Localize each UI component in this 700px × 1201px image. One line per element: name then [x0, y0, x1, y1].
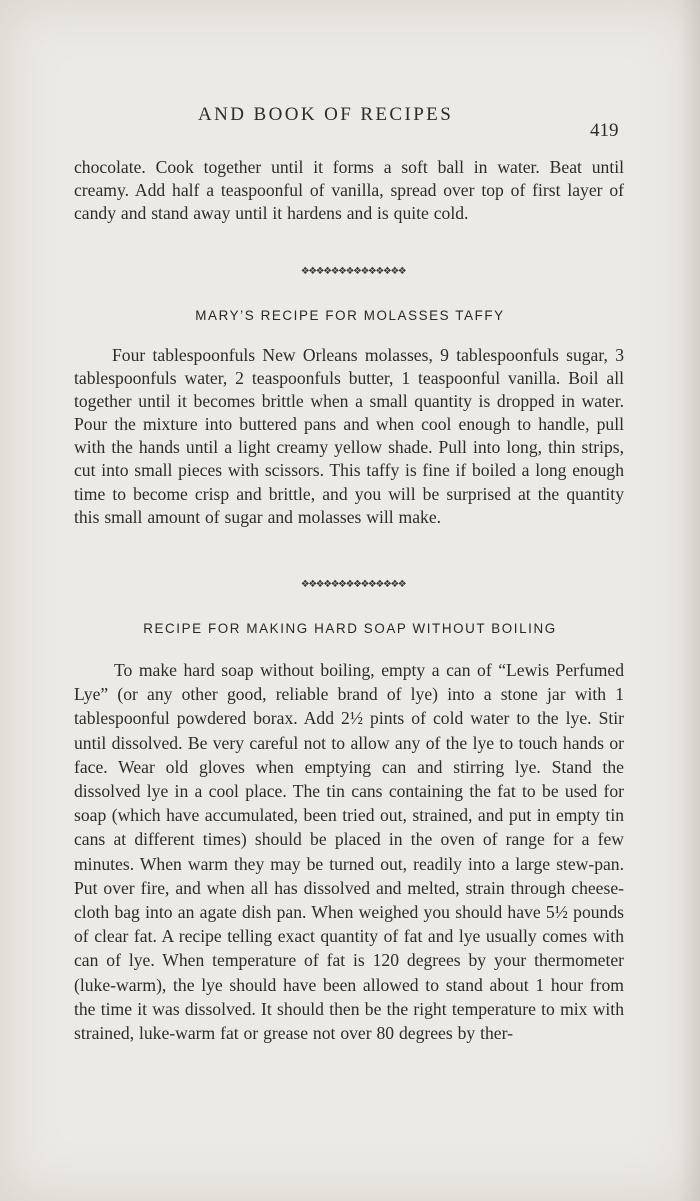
recipe-body-molasses-taffy: Four tablespoonfuls New Orleans molasses, 9 tablespoonfuls sugar, 3 tablespoonfuls water, 2 teaspoonfuls butter, 1 teaspoonful vanilla. Boil all together until it becomes brittle when a small quantity is dropped in water. Pour the mixture into buttered pans and when cool enough to handle, pull with the hands until a light creamy yellow shade. Pull into long, thin strips, cut into small pieces with scissors. This taffy is fine if boiled a long enough time to become crisp and brittle, and you will be surprised at the quantity this small amount of sugar and molasses will make.: [74, 345, 624, 527]
ornament-divider: ❖❖❖❖❖❖❖❖❖❖❖❖❖❖: [300, 266, 406, 277]
continued-paragraph: chocolate. Cook together until it forms a soft ball in water. Beat until creamy. Add half a teaspoonful of vanilla, spread over top of first layer of candy and stand away until it hardens and is quite cold.: [74, 157, 624, 224]
page-edge-shadow: [678, 0, 700, 1201]
page-number: 419: [590, 120, 619, 141]
ornament-divider: ❖❖❖❖❖❖❖❖❖❖❖❖❖❖: [300, 579, 406, 590]
recipe-title-molasses-taffy: MARY’S RECIPE FOR MOLASSES TAFFY: [195, 308, 505, 323]
recipe-body-hard-soap: To make hard soap without boiling, empty a can of “Lewis Perfumed Lye” (or any other good, reliable brand of lye) into a stone jar with 1 tablespoonful powdered borax. Add 2½ pints of cold water to the lye. Stir until dissolved. Be very careful not to allow any of the lye to touch hands or face. Wear old gloves when emptying can and stirring lye. Stand the dissolved lye in a cool place. The tin cans containing the fat to be used for soap (which have accumulated, been tried out, strained, and put in empty tin cans at different times) should be placed in the oven of range for a few minutes. When warm they may be turned out, readily into a large stew-pan. Put over fire, and when all has dissolved and melted, strain through cheese-cloth bag into an agate dish pan. When weighed you should have 5½ pounds of clear fat. A recipe telling exact quantity of fat and lye usually comes with can of lye. When temperature of fat is 120 degrees by your thermometer (luke-warm), the lye should have been allowed to stand about 1 hour from the time it was dissolved. It should then be the right temperature to mix with strained, luke-warm fat or grease not over 80 degrees by ther-: [74, 660, 624, 1044]
recipe-title-hard-soap: RECIPE FOR MAKING HARD SOAP WITHOUT BOILING: [143, 621, 557, 636]
running-title: AND BOOK OF RECIPES: [198, 104, 454, 125]
